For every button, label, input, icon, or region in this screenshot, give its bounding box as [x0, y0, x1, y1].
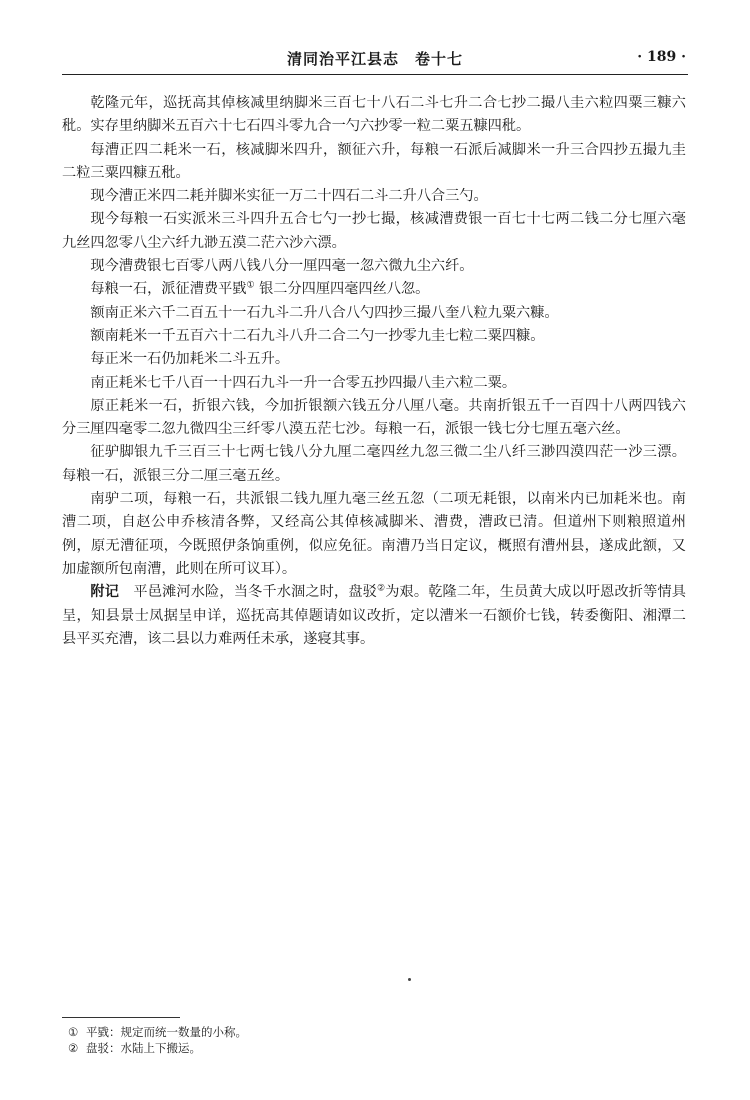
running-header: [62, 40, 688, 75]
appendix-label: 附记: [90, 584, 120, 601]
page-number: · 189 ·: [637, 49, 686, 65]
paragraph-text: 平邑滩河水险，当冬千水涸之时，盘驳: [133, 584, 377, 601]
paragraph: 原正耗米一石，折银六钱，今加折银额六钱五分八厘八毫。共南折银五千一百四十八两四钱六分三厘四毫零二忽九微四尘三纤零八漠五茫七沙。每粮一石，派银一钱七分七厘五毫六丝。: [62, 397, 686, 438]
footnote-divider: [62, 1017, 180, 1018]
paragraph: 现今漕正米四二耗并脚米实征一万二十四石二斗二升八合三勺。: [90, 188, 488, 205]
header-title: 清同治平江县志 卷十七: [286, 50, 463, 68]
footnote-mark: ②: [68, 1041, 79, 1055]
appendix-paragraph: [62, 581, 686, 651]
paragraph-text: 银二分四厘四毫四丝八忽。: [259, 281, 430, 298]
footnote-text: 盘驳：水陆上下搬运。: [86, 1041, 201, 1055]
paragraph: 额南正米六千二百五十一石九斗二升八合八勺四抄三撮八奎八粒九粟六糠。: [90, 304, 559, 321]
scan-speck: [408, 978, 411, 981]
paragraph: 现今每粮一石实派米三斗四升五合七勺一抄七撮，核减漕费银一百七十七两二钱二分七厘六毫九丝四忽零八尘六纤九渺五漠二茫六沙六漂。: [62, 211, 686, 251]
footnote: [68, 1040, 247, 1056]
paragraph: 南驴二项，每粮一石，共派银二钱九厘九毫三丝五忽（二项无耗银，以南米内已加耗米也。南漕二项，自赵公申乔核清各弊，又经高公其倬核减脚米、漕费，漕政已清。但道州下则粮照道州例，原无漕征项，今既照伊条饷重例，似应免征。南漕乃当日定议，概照有漕州县，遂成此额，又加虚额所包南漕，此则在所可议耳）。: [62, 491, 686, 577]
paragraph: 南正耗米七千八百一十四石九斗一升一合零五抄四撮八圭六粒二粟。: [90, 374, 517, 391]
body-text: [62, 92, 686, 651]
paragraph-text: 为艰。乾隆二年，生员黄大成以吁恩改折等情具呈，知县景士凤据呈申详，巡抚高其倬题请如议改折，定以漕米一石额价七钱，转委衡阳、湘潭二县平买充漕，该二县以力难两任未承，遂寝其事。: [62, 584, 686, 647]
footnote-ref[interactable]: ②: [377, 583, 386, 594]
paragraph: [62, 278, 686, 301]
footnote-ref[interactable]: ①: [246, 280, 255, 291]
paragraph: 乾隆元年，巡抚高其倬核减里纳脚米三百七十八石二斗七升二合七抄二撮八圭六粒四粟三糠六秕。实存里纳脚米五百六十七石四斗零九合一勺六抄零一粒二粟五糠四秕。: [62, 95, 686, 135]
footnote-mark: ①: [68, 1025, 79, 1039]
footnotes: [68, 1024, 247, 1056]
paragraph: 征驴脚银九千三百三十七两七钱八分九厘二毫四丝九忽三微二尘八纤三渺四漠四茫一沙三漂。每粮一石，派银三分二厘三毫五丝。: [62, 444, 686, 484]
footnote: [68, 1024, 247, 1040]
paragraph: 现今漕费银七百零八两八钱八分一厘四毫一忽六微九尘六纤。: [90, 258, 474, 275]
paragraph: 每漕正四二耗米一石，核减脚米四升，额征六升，每粮一石派后减脚米一升三合四抄五撮九圭二粒三粟四糠五秕。: [62, 141, 686, 181]
footnote-text: 平戥：规定而统一数量的小称。: [86, 1025, 247, 1039]
paragraph-text: 每粮一石，派征漕费平戥: [90, 281, 247, 298]
paragraph: 每正米一石仍加耗米二斗五升。: [90, 351, 290, 368]
paragraph: 额南耗米一千五百六十二石九斗八升二合二勺一抄零九圭七粒二粟四糠。: [90, 327, 545, 344]
